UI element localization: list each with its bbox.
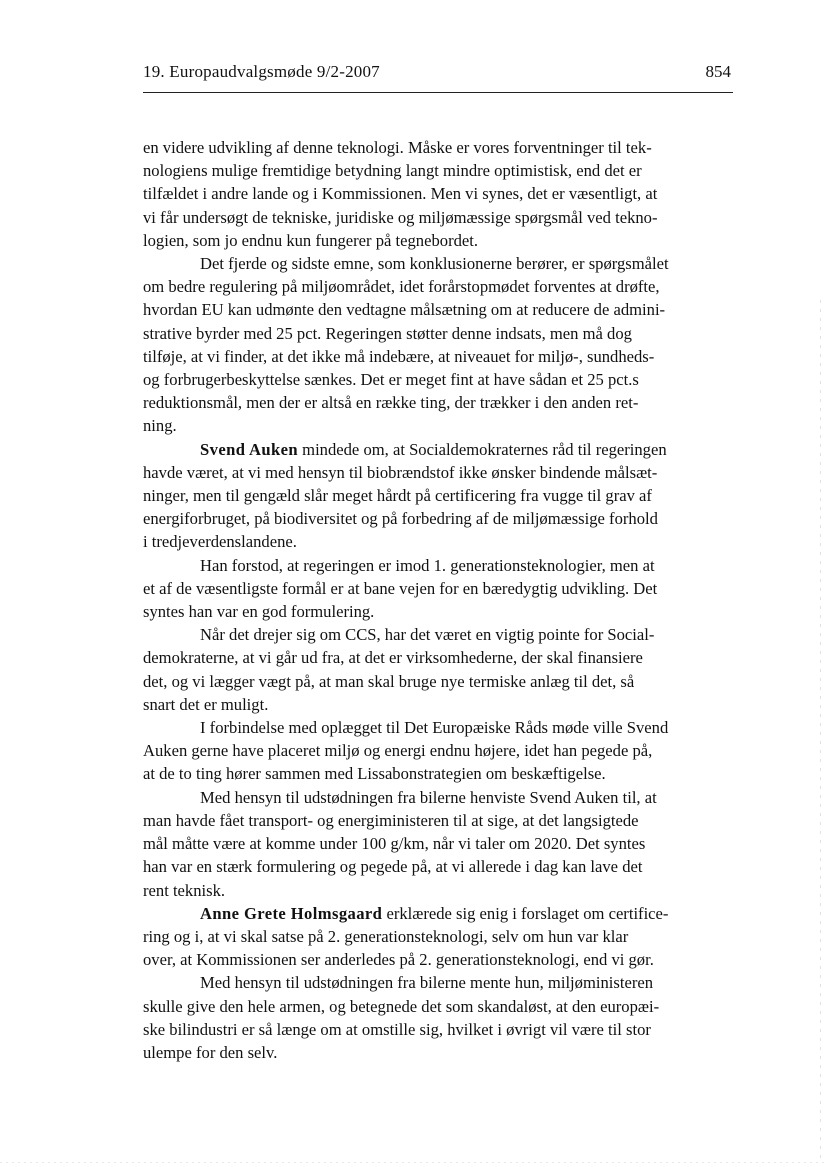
text-line: et af de væsentligste formål er at bane vejen for en bæredygtig udvikling. Det (143, 578, 658, 598)
text-line: tilfældet i andre lande og i Kommissionen. Men vi synes, det er væsentligt, at (143, 184, 658, 204)
text-line: ulempe for den selv. (143, 1042, 278, 1062)
text-line: rent teknisk. (143, 880, 226, 900)
text-line: Auken gerne have placeret miljø og energi endnu højere, idet han pegede på, (143, 741, 653, 761)
text-line: om bedre regulering på miljøområdet, idet forårstopmødet forventes at drøfte, (143, 277, 660, 297)
text-line: logien, som jo endnu kun fungerer på tegnebordet. (143, 230, 479, 250)
page-number: 854 (705, 62, 731, 81)
text-line: det, og vi lægger vægt på, at man skal bruge nye termiske anlæg til det, så (143, 671, 635, 691)
paragraph-5 (143, 623, 731, 716)
speaker-line-text: erklærede sig enig i forslaget om certifice- (382, 903, 669, 923)
text-line: over, at Kommissionen ser anderledes på 2. generationsteknologi, end vi gør. (143, 950, 654, 970)
text-line: ninger, men til gengæld slår meget hårdt på certificering fra vugge til grav af (143, 486, 652, 506)
paragraph-1 (143, 136, 731, 252)
scan-edge-artifact (820, 300, 821, 1160)
paragraph-9 (143, 971, 731, 1064)
speaker-name: Svend Auken (200, 439, 299, 459)
text-line: energiforbruget, på biodiversitet og på forbedring af de miljømæssige forhold (143, 509, 658, 529)
paragraph-3 (143, 438, 731, 554)
text-line: Med hensyn til udstødningen fra bilerne mente hun, miljøministeren (200, 973, 654, 993)
text-line: han var en stærk formulering og pegede på, at vi allerede i dag kan lave det (143, 857, 643, 877)
text-line: reduktionsmål, men der er altså en række ting, der trækker i den anden ret- (143, 393, 639, 413)
text-line: nologiens mulige fremtidige betydning langt mindre optimistisk, end det er (143, 161, 642, 181)
document-title: 19. Europaudvalgsmøde 9/2-2007 (143, 62, 380, 81)
text-line: ring og i, at vi skal satse på 2. generationsteknologi, selv om hun var klar (143, 926, 629, 946)
text-line: man havde fået transport- og energiministeren til at sige, at det langsigtede (143, 810, 639, 830)
text-line: mål måtte være at komme under 100 g/km, når vi taler om 2020. Det syntes (143, 834, 646, 854)
text-line: strative byrder med 25 pct. Regeringen støtter denne indsats, men må dog (143, 323, 632, 343)
text-line (143, 438, 731, 461)
scan-bottom-artifact (0, 1162, 825, 1163)
text-line: at de to ting hører sammen med Lissabonstrategien om beskæftigelse. (143, 764, 606, 784)
text-line: skulle give den hele armen, og betegnede det som skandaløst, at den europæi- (143, 996, 660, 1016)
speaker-name: Anne Grete Holmsgaard (200, 903, 383, 923)
paragraph-4 (143, 554, 731, 624)
paragraph-8 (143, 902, 731, 972)
text-line: demokraterne, at vi går ud fra, at det er virksomhederne, der skal finansiere (143, 648, 643, 668)
document-body (143, 136, 731, 1064)
page-header (143, 60, 731, 84)
paragraph-7 (143, 786, 731, 902)
paragraph-2 (143, 252, 731, 438)
speaker-line-text: mindede om, at Socialdemokraternes råd til regeringen (298, 439, 667, 459)
text-line: Det fjerde og sidste emne, som konklusionerne berører, er spørgsmålet (200, 254, 669, 274)
text-line: Med hensyn til udstødningen fra bilerne henviste Svend Auken til, at (200, 787, 657, 807)
text-line: havde været, at vi med hensyn til biobrændstof ikke ønsker bindende målsæt- (143, 462, 658, 482)
text-line: i tredjeverdenslandene. (143, 532, 297, 552)
text-line: Han forstod, at regeringen er imod 1. generationsteknologier, men at (200, 555, 655, 575)
text-line: hvordan EU kan udmønte den vedtagne målsætning om at reducere de admini- (143, 300, 666, 320)
text-line: ske bilindustri er så længe om at omstille sig, hvilket i øvrigt vil være til stor (143, 1019, 651, 1039)
text-line: snart det er muligt. (143, 694, 269, 714)
text-line: og forbrugerbeskyttelse sænkes. Det er meget fint at have sådan et 25 pct.s (143, 370, 639, 390)
header-divider (143, 92, 733, 93)
text-line: Når det drejer sig om CCS, har det været en vigtig pointe for Social- (200, 625, 655, 645)
text-line: ning. (143, 416, 177, 436)
text-line: vi får undersøgt de tekniske, juridiske og miljømæssige spørgsmål ved tekno- (143, 207, 658, 227)
text-line: syntes han var en god formulering. (143, 602, 375, 622)
paragraph-6 (143, 716, 731, 786)
text-line (143, 902, 731, 925)
text-line: en videre udvikling af denne teknologi. Måske er vores forventninger til tek- (143, 138, 652, 157)
text-line: tilføje, at vi finder, at det ikke må indebære, at niveauet for miljø-, sundheds- (143, 346, 655, 366)
text-line: I forbindelse med oplægget til Det Europæiske Råds møde ville Svend (200, 718, 669, 738)
